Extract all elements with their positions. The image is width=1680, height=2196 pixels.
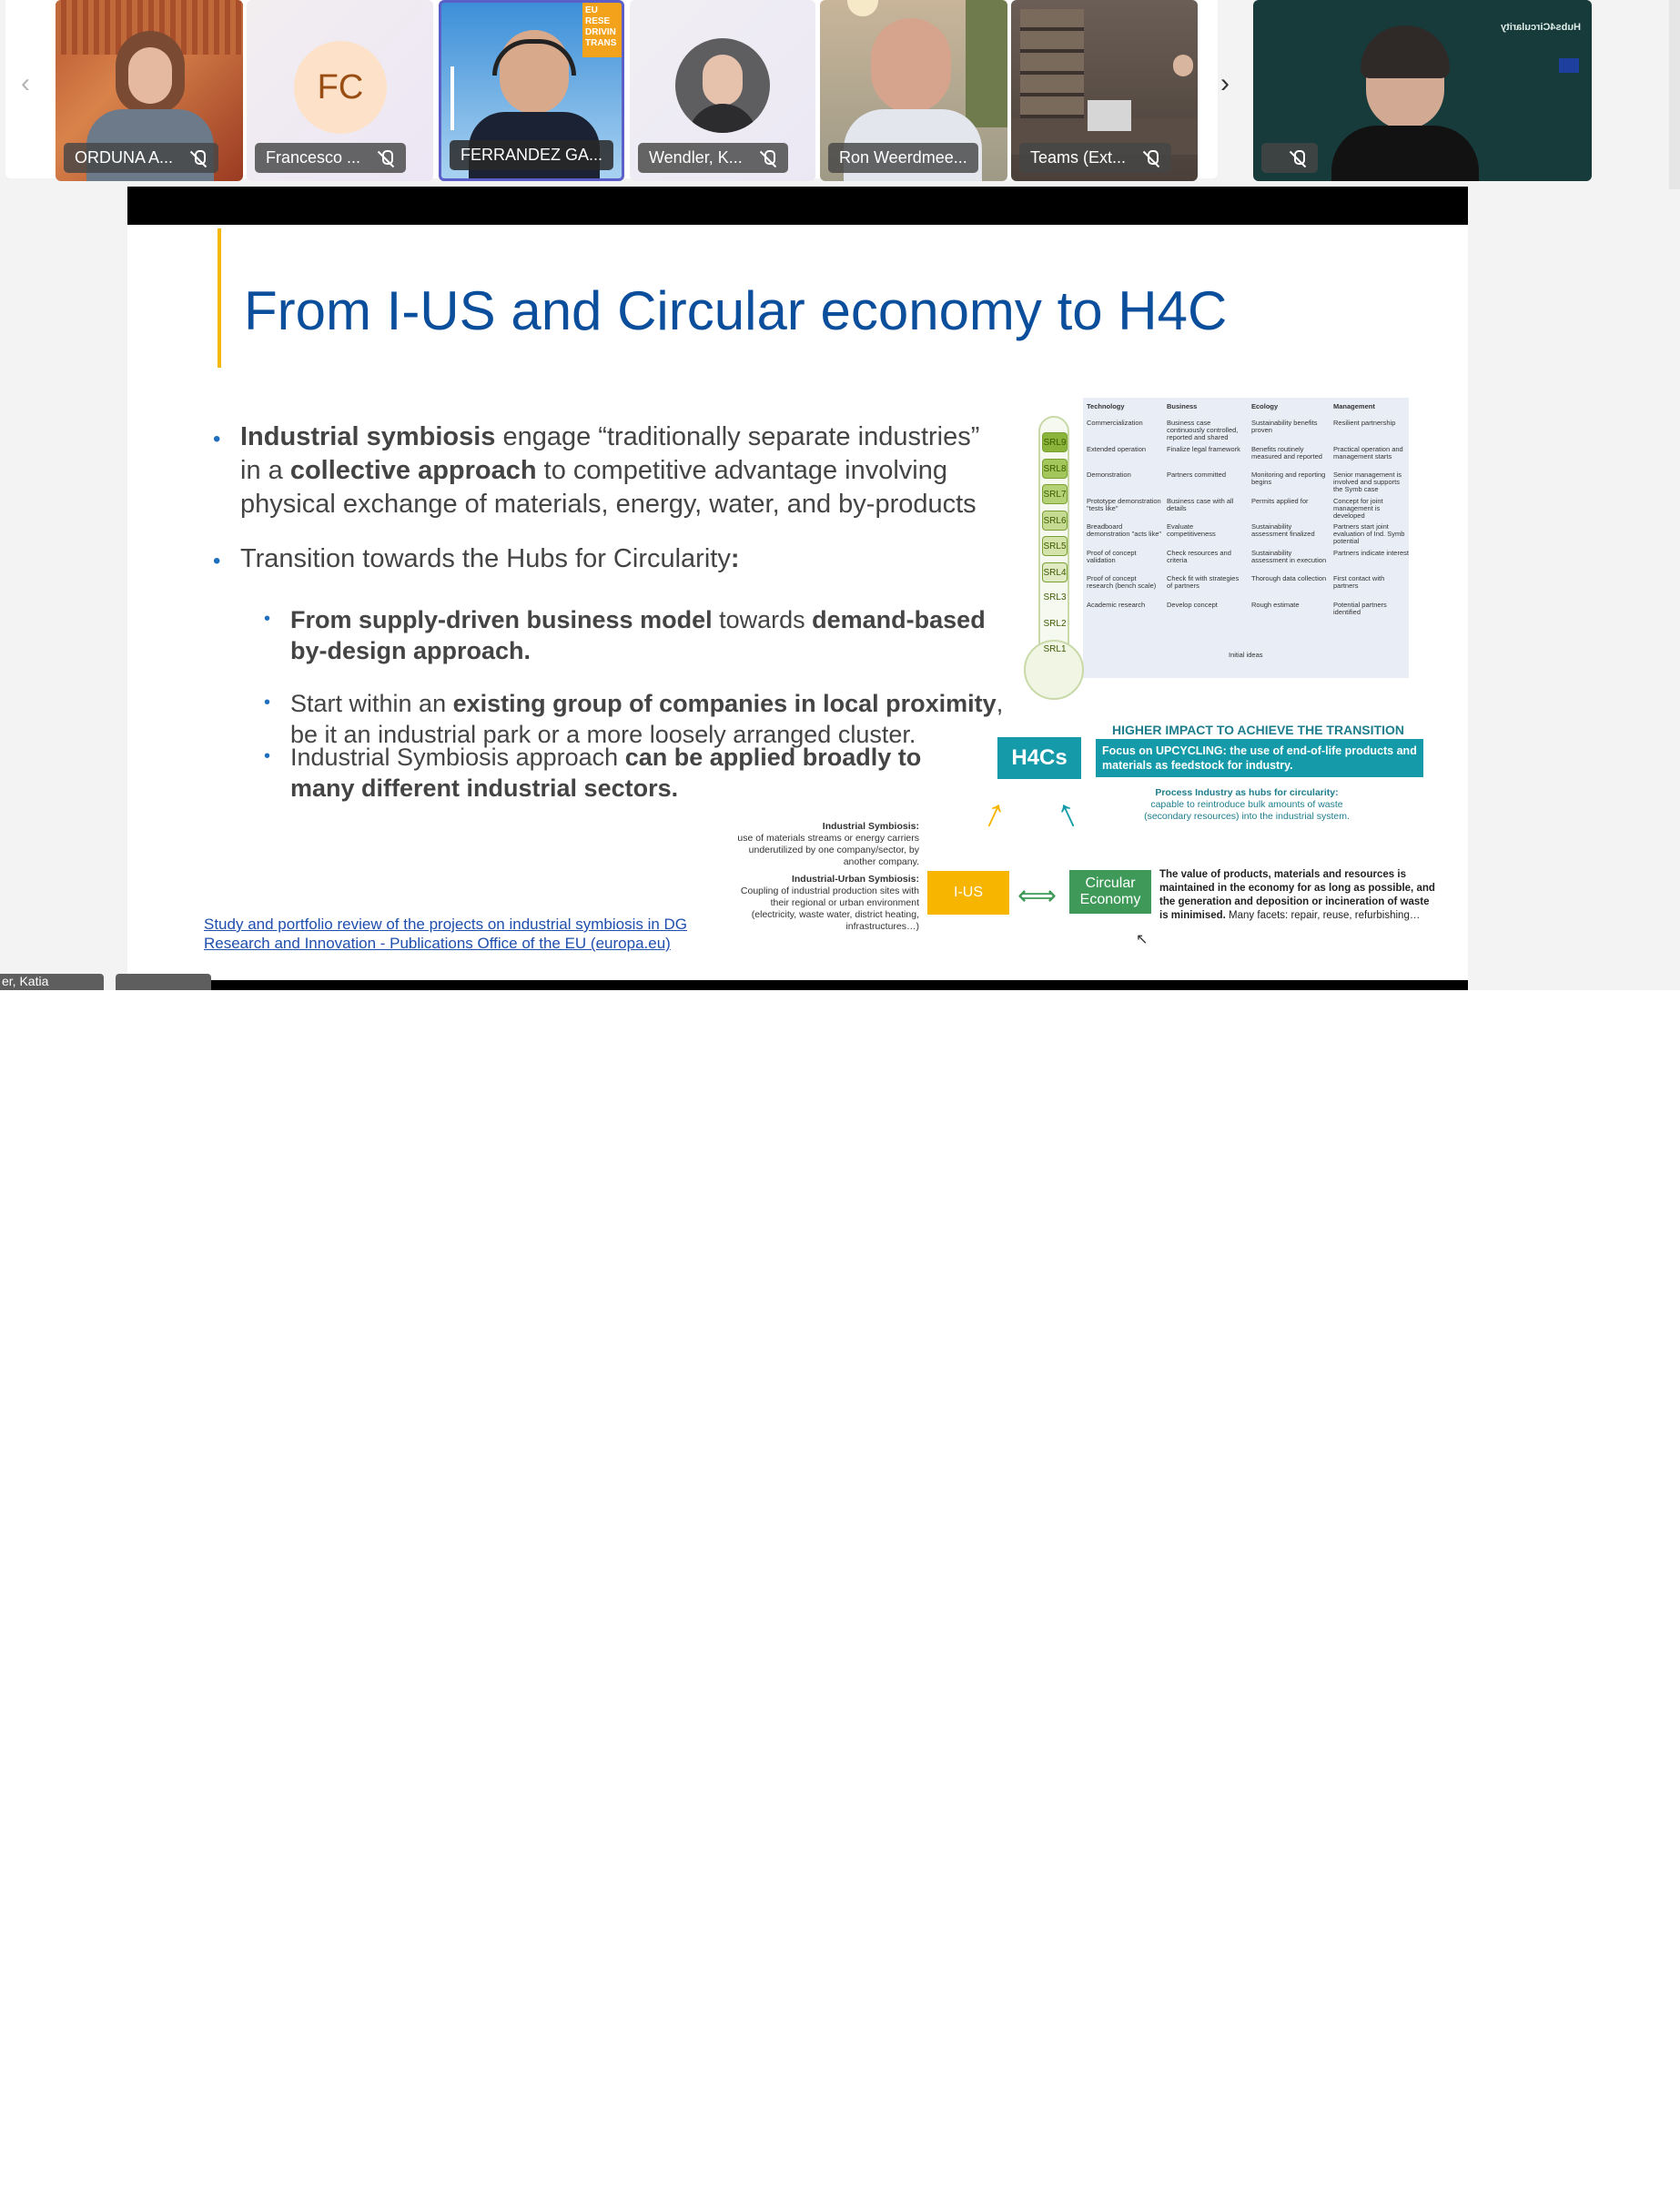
participant-name-tag — [638, 143, 788, 173]
participant-name-tag — [255, 143, 406, 173]
participant-name-tag — [64, 143, 218, 173]
is-title: Industrial Symbiosis: — [822, 821, 919, 832]
participant-name: er, Katia — [2, 974, 49, 988]
table-cell: Thorough data collection — [1251, 574, 1327, 582]
srl-level-label: SRL1 — [1043, 644, 1067, 654]
participant-name: Francesco ... — [266, 148, 361, 167]
srl-level-label: SRL6 — [1042, 511, 1068, 531]
table-header: Management — [1333, 402, 1375, 410]
table-cell: Benefits routinely measured and reported — [1251, 444, 1322, 460]
table-cell: Concept for joint management is developed — [1333, 496, 1383, 520]
participant-tile[interactable] — [820, 0, 1007, 181]
table-cell: Permits applied for — [1251, 496, 1309, 505]
bullet-marker: • — [213, 549, 221, 573]
bullet-marker: • — [264, 746, 271, 766]
mic-off-icon — [377, 149, 395, 167]
slide-title: From I-US and Circular economy to H4C — [244, 280, 1228, 341]
mic-off-icon — [1289, 149, 1307, 167]
ius-title: Industrial-Urban Symbiosis: — [791, 874, 919, 885]
participant-name-tag — [1261, 143, 1318, 173]
participant-name-tag — [450, 140, 613, 170]
bullet-industrial-symbiosis: Industrial symbiosis engage “traditionally separate industries” in a collective approach to competitive advantage involving physical exchange of materials, energy, water, and by-products — [240, 422, 980, 519]
upcycling-box: Focus on UPCYCLING: the use of end-of-life products and materials as feedstock for industry. — [1096, 739, 1423, 777]
table-cell: Partners committed — [1167, 471, 1227, 479]
table-cell: Commercialization — [1087, 419, 1143, 427]
participant-tile-active[interactable] — [439, 0, 624, 181]
participant-name: Ron Weerdmee... — [839, 148, 967, 167]
banner-text: EU RESE DRIVIN TRANS — [582, 3, 624, 57]
srl-level-label: SRL3 — [1043, 592, 1067, 602]
background-shelf — [1020, 9, 1084, 127]
industrial-symbiosis-note — [728, 821, 919, 933]
participant-name: Wendler, K... — [649, 148, 743, 167]
table-cell: Demonstration — [1087, 471, 1131, 479]
table-cell: Check resources and criteria — [1167, 548, 1231, 564]
table-cell: Proof of concept validation — [1087, 548, 1137, 564]
h4cs-box: H4Cs — [997, 737, 1081, 779]
laptop — [1088, 100, 1131, 131]
bullet-marker: • — [213, 427, 221, 451]
table-cell: Monitoring and reporting begins — [1251, 471, 1326, 486]
table-cell: Partners indicate interest — [1333, 548, 1409, 557]
participant-hair — [1361, 25, 1450, 78]
table-cell: Check fit with strategies of partners — [1167, 574, 1240, 590]
title-accent-bar — [218, 228, 221, 368]
participant-tile[interactable] — [247, 0, 433, 181]
srl-table — [1083, 398, 1409, 678]
lamp — [847, 0, 878, 16]
mouse-cursor-icon: ↖ — [1136, 932, 1149, 947]
hubs4circularity-logo: Hubs4Circularity — [1499, 22, 1583, 80]
participant-tile-partial[interactable] — [0, 974, 104, 990]
participant-tile[interactable] — [630, 0, 815, 181]
table-cell: Finalize legal framework — [1167, 444, 1240, 453]
participant-name: Teams (Ext... — [1030, 148, 1127, 167]
subbullet-broad-application: Industrial Symbiosis approach can be applied broadly to many different industrial sectors. — [290, 744, 922, 802]
double-arrow-icon: ⟺ — [1017, 881, 1058, 911]
background-plant — [966, 0, 1007, 127]
bullet-marker: • — [264, 609, 271, 629]
srl-level-label: SRL2 — [1043, 618, 1067, 629]
process-industry-note — [1128, 787, 1365, 823]
participant-name-tag — [1019, 143, 1171, 173]
table-header: Technology — [1087, 402, 1125, 410]
circular-economy-box: Circular Economy — [1069, 870, 1151, 914]
higher-impact-heading: HIGHER IMPACT TO ACHIEVE THE TRANSITION — [1112, 723, 1404, 737]
reference-link[interactable] — [204, 915, 687, 953]
mic-off-icon — [189, 149, 207, 167]
participant-tile[interactable] — [56, 0, 243, 181]
table-cell: Rough estimate — [1251, 600, 1300, 609]
is-body: use of materials streams or energy carriers underutilized by one company/sector, by another company. — [737, 833, 919, 867]
wind-turbine — [450, 66, 454, 130]
table-cell: Sustainability assessment finalized — [1251, 522, 1315, 538]
arrow-up-icon: ↑ — [1048, 788, 1087, 838]
srl-level-label: SRL7 — [1042, 484, 1068, 504]
bullet-transition: Transition towards the Hubs for Circularity: — [240, 544, 740, 573]
subbullet-demand-based: From supply-driven business model towards demand-based by-design approach. — [290, 606, 986, 664]
srl-level-label: SRL5 — [1042, 536, 1068, 556]
participant-name: FERRANDEZ GA... — [460, 146, 603, 164]
table-cell: Sustainability assessment in execution — [1251, 548, 1327, 564]
ius-body: Coupling of industrial production sites with their regional or urban environment (electricity, waste water, district heating, infrastructures…) — [740, 885, 919, 932]
scrollbar[interactable] — [1669, 0, 1680, 189]
table-cell: Business case with all details — [1167, 496, 1234, 512]
table-cell: Resilient partnership — [1333, 419, 1396, 427]
circular-economy-note — [1159, 868, 1437, 923]
initial-ideas-label: Initial ideas — [1229, 651, 1263, 659]
srl-level-label: SRL9 — [1042, 432, 1068, 452]
table-cell: Breadboard demonstration "acts like" — [1087, 522, 1162, 538]
srl-level-label: SRL8 — [1042, 459, 1068, 479]
chevron-right-icon[interactable]: › — [1220, 68, 1230, 98]
subbullet-local-proximity: Start within an existing group of companies in local proximity, be it an industrial park or a more loosely arranged cluster. — [290, 690, 1004, 748]
table-cell: Practical operation and management starts — [1333, 444, 1403, 460]
avatar — [675, 38, 770, 133]
participant-name: ORDUNA A... — [75, 148, 174, 167]
participant-face — [871, 18, 951, 113]
avatar: FC — [294, 41, 387, 134]
table-cell: Extended operation — [1087, 444, 1147, 453]
table-cell: Partners start joint evaluation of Ind. Symb potential — [1333, 522, 1405, 545]
slide-letterbox-top — [127, 187, 1468, 225]
reference-link-line[interactable]: Study and portfolio review of the projects on industrial symbiosis in DG — [204, 916, 688, 933]
process-title: Process Industry as hubs for circularity: — [1155, 787, 1339, 798]
srl-level-label: SRL4 — [1042, 562, 1068, 582]
participant-tile[interactable] — [1011, 0, 1198, 181]
shared-slide — [127, 225, 1468, 980]
table-cell: Business case continuously controlled, reported and shared — [1167, 419, 1239, 441]
table-cell: Senior management is involved and supports the Symb case — [1333, 471, 1402, 493]
table-cell: Prototype demonstration "tests like" — [1087, 496, 1161, 512]
ce-bold: The value of products, materials and resources is maintained in the economy for as long as possible, and the generation and deposition or incineration of waste is minimised. — [1159, 869, 1435, 921]
chevron-left-icon[interactable]: ‹ — [21, 68, 30, 98]
table-cell: Potential partners identified — [1333, 600, 1387, 616]
table-cell: Evaluate competitiveness — [1167, 522, 1216, 538]
process-body: capable to reintroduce bulk amounts of waste (secondary resources) into the industrial system. — [1144, 799, 1350, 822]
participant-tile[interactable] — [1253, 0, 1592, 181]
srl-thermometer — [1024, 416, 1080, 716]
ce-tail: Many facets: repair, reuse, refurbishing… — [1225, 910, 1421, 921]
table-cell: Proof of concept research (bench scale) — [1087, 574, 1157, 590]
slide-letterbox-bottom — [127, 980, 1468, 990]
table-header: Business — [1167, 402, 1198, 410]
participant-tile-partial[interactable] — [116, 974, 211, 990]
participant-body — [1331, 126, 1479, 181]
table-cell: First contact with partners — [1333, 574, 1385, 590]
mic-off-icon — [1142, 149, 1160, 167]
reference-link-line[interactable]: Research and Innovation - Publications Office of the EU (europa.eu) — [204, 935, 671, 952]
participant-face — [1173, 55, 1193, 76]
table-cell: Develop concept — [1167, 600, 1218, 609]
table-cell: Sustainability benefits proven — [1251, 419, 1318, 434]
participant-name-tag — [828, 143, 978, 173]
ius-box: I-US — [927, 871, 1009, 915]
table-cell: Academic research — [1087, 600, 1146, 609]
table-header: Ecology — [1251, 402, 1279, 410]
bullet-marker: • — [264, 693, 271, 713]
participant-face — [128, 47, 172, 104]
arrow-up-icon: ↑ — [976, 788, 1014, 838]
mic-off-icon — [759, 149, 777, 167]
